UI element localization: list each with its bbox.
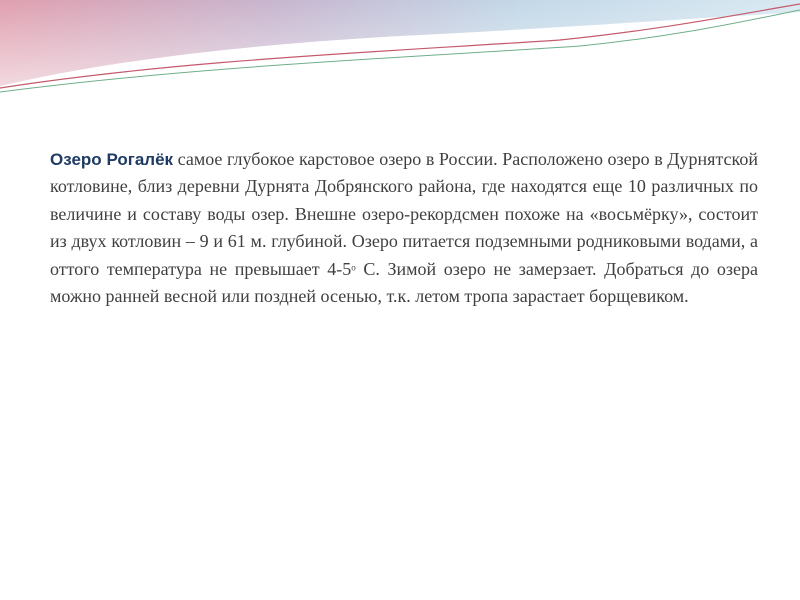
lake-name: Озеро Рогалёк [50, 150, 174, 169]
description-part-1: самое глубокое карстовое озеро в России. Расположено озеро в Дурнятской котловине, близ деревни Дурнята Добрянского района, где находятся еще 10 различных по величине и составу воды озер. Внешне озеро-рекордсмен похоже на «восьмёрку», состоит из двух котловин – 9 и 61 м. глубиной. Озеро питается подземными родниковыми водами, а оттого температура не превышает 4-5 [50, 149, 758, 279]
decorative-swoosh [0, 0, 800, 100]
description-part-2: С. Зимой озеро не замерзает. Добраться до озера можно ранней весной или поздней осенью, т.к. летом тропа зарастает борщевиком. [50, 258, 758, 307]
swoosh-highlight [0, 0, 800, 86]
lake-description-paragraph [50, 146, 758, 310]
degree-mark: о [351, 262, 356, 273]
